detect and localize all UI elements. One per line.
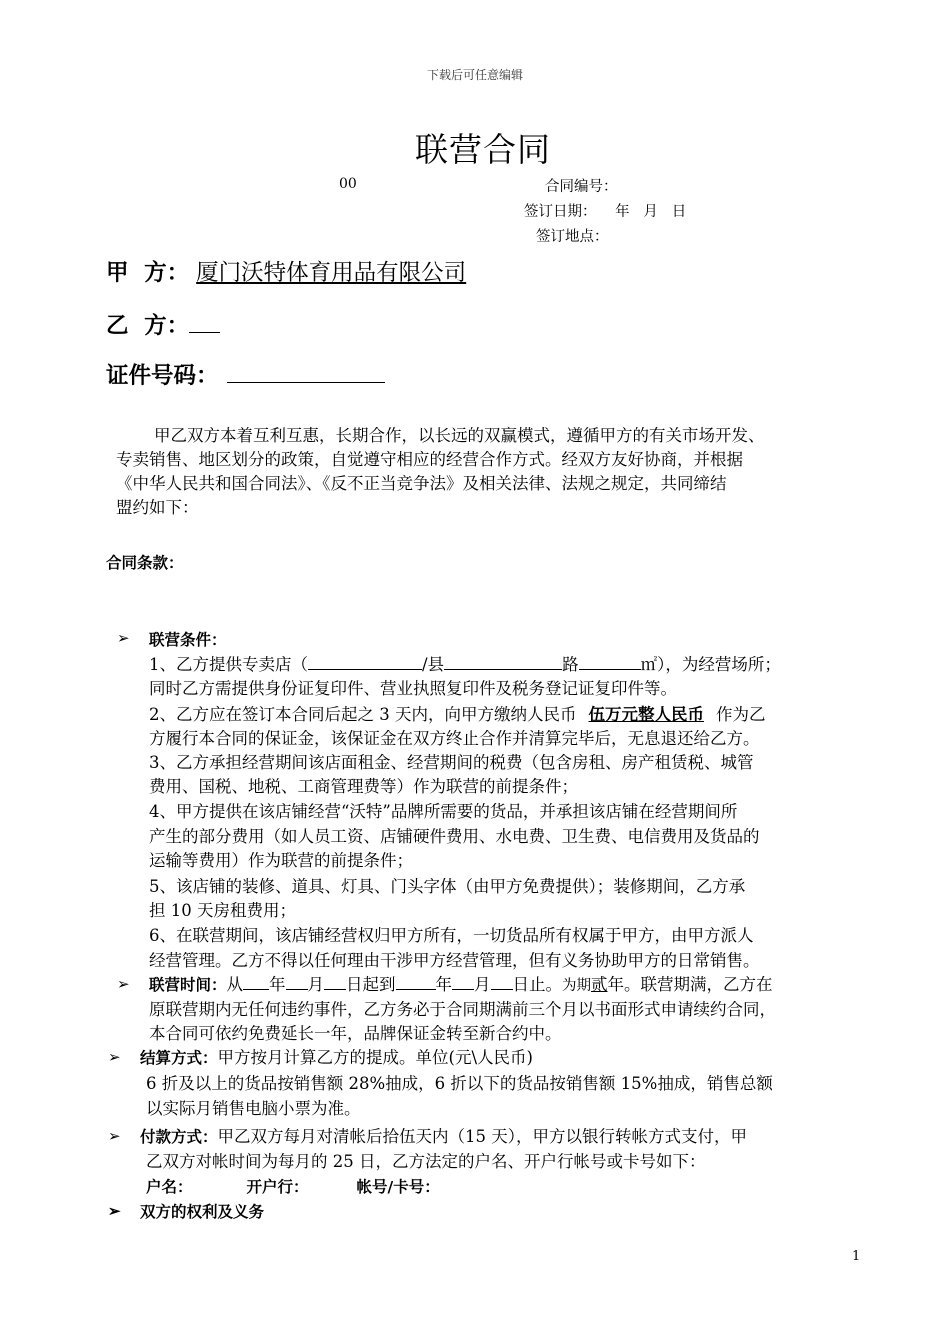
sec2-month: 月 [307, 975, 325, 994]
id-label: 证件号码： [106, 363, 219, 389]
sec1-clause-2 [149, 703, 766, 727]
sec1-clause-3-line2: 费用、国税、地税、工商管理费等）作为联营的前提条件； [149, 777, 578, 796]
blank-start-day [324, 974, 346, 990]
sec3-line1 [140, 1046, 533, 1070]
bullet-icon: ➢ [117, 975, 130, 993]
sec1-title: 联营条件： [149, 631, 227, 649]
id-blank [227, 362, 385, 383]
blank-end-month [452, 974, 474, 990]
blank-start-year [243, 974, 269, 990]
sec1-clause-4-line3: 运输等费用）作为联营的前提条件； [149, 851, 413, 870]
sign-date [524, 200, 686, 221]
c1-text-b: /县 [422, 655, 445, 674]
sign-date-value: 年 月 日 [615, 204, 687, 220]
sec3-line3: 以实际月销售电脑小票为准。 [146, 1099, 361, 1118]
account-no-label: 帐号/卡号： [356, 1178, 440, 1196]
terms-heading: 合同条款： [106, 554, 184, 572]
sec4-title: 付款方式： [140, 1128, 218, 1146]
sec2-line1 [149, 973, 773, 998]
blank-end-year [396, 974, 436, 990]
sec1-clause-4-line2: 产生的部分费用（如人员工资、店铺硬件费用、水电费、卫生费、电信费用及货品的 [149, 827, 760, 846]
sec2-month-2: 月 [474, 975, 491, 994]
sec1-clause-6-line2: 经营管理。乙方不得以任何理由干涉甲方经营管理，但有义务协助甲方的日常销售。 [149, 951, 760, 970]
sec1-clause-5-line1: 5、该店铺的装修、道具、灯具、门头字体（由甲方免费提供）；装修期间，乙方承 [149, 877, 746, 896]
sec1-clause-4-line1: 4、甲方提供在该店铺经营“沃特”品牌所需要的货品，并承担该店铺在经营期间所 [149, 802, 738, 821]
sec1-clause-6-line1: 6、在联营期间，该店铺经营权归甲方所有，一切货品所有权属于甲方，由甲方派人 [149, 926, 754, 945]
blank-start-month [286, 974, 308, 990]
sec3-title: 结算方式： [140, 1049, 218, 1067]
sec1-clause-1 [149, 653, 781, 677]
sec1-clause-2-line2: 方履行本合同的保证金，该保证金在双方终止合作并清算完毕后，无息退还给乙方。 [149, 729, 760, 748]
blank-end-day [491, 974, 513, 990]
header-note: 下载后可任意编辑 [426, 68, 523, 82]
party-b-blank [189, 312, 220, 333]
sec2-period-b: 年。联营期满，乙方在 [607, 975, 773, 994]
sec2-year: 年 [269, 975, 286, 994]
account-name-label: 户名： [146, 1178, 193, 1196]
intro-line-4: 盟约如下： [116, 498, 199, 517]
c1-blank-city [308, 654, 422, 670]
sec3-line2: 6 折及以上的货品按销售额 28%抽成，6 折以下的货品按销售额 15%抽成，销售总额 [146, 1074, 773, 1093]
sec4-line1 [140, 1125, 747, 1149]
sec2-period-num: 贰 [591, 975, 608, 994]
bullet-icon: ➢ [108, 1127, 121, 1145]
sec1-clause-5-line2: 担 10 天房租费用； [149, 901, 296, 920]
sec2-title: 联营时间： [149, 976, 227, 994]
account-fields [146, 1175, 440, 1197]
party-a [106, 255, 524, 287]
intro-line-2: 专卖销售、地区划分的政策，自觉遵守相应的经营合作方式。经双方友好协商，并根据 [116, 450, 743, 469]
meta-code: 00 [339, 176, 357, 192]
page-title: 联营合同 [415, 130, 551, 169]
party-a-value [189, 260, 524, 286]
page-number: 1 [852, 1249, 861, 1264]
sec2-day-to: 日止。 [512, 975, 563, 994]
bullet-icon: ➢ [108, 1048, 121, 1066]
sec4-text: 甲乙双方每月对清帐后拾伍天内（15 天），甲方以银行转帐方式支付，甲 [217, 1127, 748, 1146]
c1-text-c: 路 [562, 655, 579, 674]
contract-no-label: 合同编号： [545, 179, 618, 195]
c1-text-a: 1、乙方提供专卖店（ [149, 655, 308, 674]
intro-line-3: 《中华人民共和国合同法》、《反不正当竞争法》及相关法律、法规之规定，共同缔结 [116, 474, 727, 493]
c2-text-a: 2、乙方应在签订本合同后起之 3 天内，向甲方缴纳人民币 [149, 705, 577, 724]
sec5-title: 双方的权利及义务 [140, 1203, 265, 1221]
sec3-text: 甲方按月计算乙方的提成。单位(元\人民币) [217, 1048, 533, 1067]
intro-line-1: 甲乙双方本着互利互惠，长期合作，以长远的双赢模式，遵循甲方的有关市场开发、 [154, 426, 765, 445]
sec2-line3: 本合同可依约免费延长一年，品牌保证金转至新合约中。 [149, 1024, 562, 1043]
bank-label: 开户行： [246, 1178, 309, 1196]
sign-date-label: 签订日期： [524, 204, 597, 220]
sec1-clause-1-line2: 同时乙方需提供身份证复印件、营业执照复印件及税务登记证复印件等。 [149, 679, 677, 698]
c1-text-d: ㎡），为经营场所； [640, 655, 781, 674]
sec2-year-2: 年 [435, 975, 453, 994]
sec1-clause-3-line1: 3、乙方承担经营期间该店面租金、经营期间的税费（包含房租、房产租赁税、城管 [149, 753, 754, 772]
sign-place-label: 签订地点： [536, 229, 609, 245]
party-b [106, 308, 220, 340]
sec2-line2: 原联营期内无任何违约事件，乙方务必于合同期满前三个月以书面形式申请续约合同， [149, 1000, 776, 1019]
party-a-name: 厦门沃特体育用品有限公司 [196, 260, 467, 286]
deposit-amount: 伍万元整人民币 [588, 705, 704, 724]
c2-text-b: 作为乙 [716, 705, 766, 724]
party-a-label: 甲 方： [106, 260, 190, 286]
sec2-period-a: 为期 [562, 978, 592, 994]
sec2-day-from: 日起到 [346, 975, 396, 994]
bullet-icon: ➢ [117, 629, 130, 647]
sec4-line2: 乙双方对帐时间为每月的 25 日，乙方法定的户名、开户行帐号或卡号如下： [146, 1152, 706, 1171]
id-number [106, 358, 385, 390]
bullet-icon: ➢ [108, 1202, 121, 1220]
c1-blank-area [579, 654, 641, 670]
c1-blank-county [444, 654, 562, 670]
sec2-from: 从 [226, 975, 244, 994]
party-b-label: 乙 方： [106, 313, 190, 339]
